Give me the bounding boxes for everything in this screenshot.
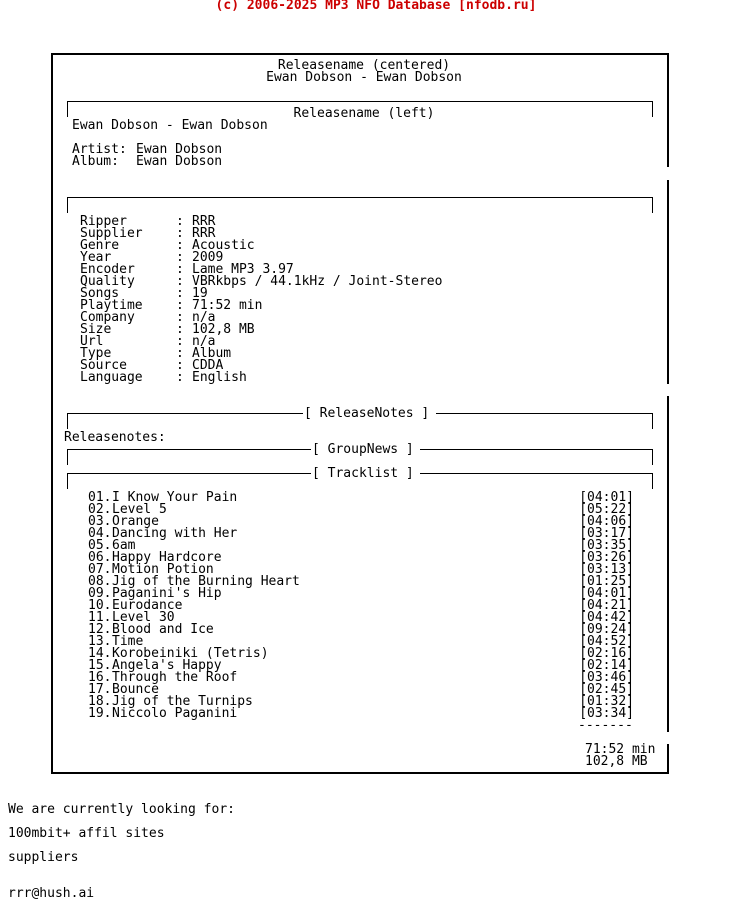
info-key: Year [80, 250, 112, 265]
info-value: English [192, 370, 247, 385]
info-section-rule [67, 197, 653, 198]
track-duration: [04:01] [579, 490, 634, 505]
tracklist-section-title: [ Tracklist ] [312, 466, 414, 481]
info-colon: : [176, 346, 184, 361]
info-colon: : [176, 286, 184, 301]
album-label: Album: [72, 154, 119, 169]
track-duration: [01:32] [579, 694, 634, 709]
info-key: Size [80, 322, 112, 337]
tracklist-rule-right [420, 473, 653, 474]
track-row [88, 528, 634, 540]
info-key: Songs [80, 286, 120, 301]
info-value: Lame MP3 3.97 [192, 262, 294, 277]
info-colon: : [176, 226, 184, 241]
info-key: Url [80, 334, 104, 349]
frame-right-border-2 [667, 180, 669, 384]
frame-top-border [51, 53, 669, 55]
info-key: Playtime [80, 298, 143, 313]
centered-title: Releasename (centered) [277, 58, 451, 73]
track-title: Orange [112, 514, 159, 529]
info-key: Supplier [80, 226, 143, 241]
track-title: Jig of the Burning Heart [112, 574, 300, 589]
track-number: 07. [88, 562, 112, 577]
looking-item-suppliers: suppliers [8, 850, 79, 865]
track-duration: [09:24] [579, 622, 634, 637]
track-number: 10. [88, 598, 112, 613]
left-release-name: Ewan Dobson - Ewan Dobson [72, 118, 268, 133]
tracklist-tick-r [652, 473, 653, 489]
track-number: 06. [88, 550, 112, 565]
left-section-rule [67, 101, 653, 102]
track-duration: [03:17] [579, 526, 634, 541]
track-number: 19. [88, 706, 112, 721]
frame-left-border [51, 53, 53, 774]
notes-rule-right [436, 413, 653, 414]
notes-section-title: [ ReleaseNotes ] [304, 406, 430, 421]
info-key: Company [80, 310, 135, 325]
track-duration: [03:34] [579, 706, 634, 721]
track-number: 16. [88, 670, 112, 685]
contact-email: rrr@hush.ai [8, 886, 95, 901]
news-tick-r [652, 449, 653, 465]
track-row [88, 672, 634, 684]
artist-value: Ewan Dobson [136, 142, 223, 157]
notes-tick-l [67, 413, 68, 429]
info-value: RRR [192, 214, 216, 229]
info-value: 19 [192, 286, 208, 301]
track-row [88, 504, 634, 516]
info-key: Genre [80, 238, 120, 253]
tracklist-rule-left [67, 473, 311, 474]
frame-right-border-3 [667, 396, 669, 732]
info-colon: : [176, 334, 184, 349]
info-value: Acoustic [192, 238, 255, 253]
news-rule-right [420, 449, 653, 450]
track-title: I Know Your Pain [112, 490, 238, 505]
track-row [88, 492, 634, 504]
info-section-tick-l [67, 197, 68, 213]
track-number: 03. [88, 514, 112, 529]
track-title: Angela's Happy [112, 658, 222, 673]
track-number: 08. [88, 574, 112, 589]
info-key: Language [80, 370, 143, 385]
track-title: Happy Hardcore [112, 550, 222, 565]
info-value: CDDA [192, 358, 224, 373]
track-title: Blood and Ice [112, 622, 214, 637]
track-duration: [03:46] [579, 670, 634, 685]
notes-tick-r [652, 413, 653, 429]
info-colon: : [176, 274, 184, 289]
track-number: 11. [88, 610, 112, 625]
info-value: Album [192, 346, 232, 361]
track-duration: [02:16] [579, 646, 634, 661]
track-row [88, 624, 634, 636]
track-title: Time [112, 634, 144, 649]
track-duration: [02:45] [579, 682, 634, 697]
track-title: Korobeiniki (Tetris) [112, 646, 269, 661]
totals-separator: ------- [578, 718, 633, 733]
track-duration: [03:13] [579, 562, 634, 577]
track-title: Niccolo Paganini [112, 706, 238, 721]
track-number: 15. [88, 658, 112, 673]
track-duration: [04:21] [579, 598, 634, 613]
info-colon: : [176, 250, 184, 265]
left-title: Releasename (left) [293, 106, 435, 121]
track-title: Jig of the Turnips [112, 694, 253, 709]
artist-label: Artist: [72, 142, 127, 157]
track-title: Motion Potion [112, 562, 214, 577]
info-colon: : [176, 214, 184, 229]
track-number: 14. [88, 646, 112, 661]
track-title: Level 5 [112, 502, 167, 517]
track-title: Through the Roof [112, 670, 238, 685]
track-duration: [04:01] [579, 586, 634, 601]
looking-for-text: We are currently looking for: [8, 802, 235, 817]
info-colon: : [176, 370, 184, 385]
info-value: 71:52 min [192, 298, 263, 313]
news-section-title: [ GroupNews ] [312, 442, 414, 457]
track-number: 04. [88, 526, 112, 541]
track-duration: [01:25] [579, 574, 634, 589]
track-title: Level 30 [112, 610, 175, 625]
track-number: 17. [88, 682, 112, 697]
track-title: Dancing with Her [112, 526, 238, 541]
looking-item-affil: 100mbit+ affil sites [8, 826, 165, 841]
info-colon: : [176, 298, 184, 313]
info-value: VBRkbps / 44.1kHz / Joint-Stereo [192, 274, 443, 289]
album-value: Ewan Dobson [136, 154, 223, 169]
info-value: n/a [192, 310, 216, 325]
info-key: Type [80, 346, 112, 361]
track-title: Bounce [112, 682, 159, 697]
info-key: Source [80, 358, 127, 373]
track-duration: [03:26] [579, 550, 634, 565]
track-number: 12. [88, 622, 112, 637]
tracklist-tick-l [67, 473, 68, 489]
frame-bottom-border [51, 772, 669, 774]
info-colon: : [176, 322, 184, 337]
track-number: 05. [88, 538, 112, 553]
info-colon: : [176, 262, 184, 277]
track-number: 02. [88, 502, 112, 517]
total-size: 102,8 MB [585, 754, 648, 769]
track-number: 13. [88, 634, 112, 649]
centered-release-name: Ewan Dobson - Ewan Dobson [266, 70, 462, 85]
track-number: 18. [88, 694, 112, 709]
track-number: 09. [88, 586, 112, 601]
track-duration: [05:22] [579, 502, 634, 517]
info-value: RRR [192, 226, 216, 241]
info-section-tick-r [652, 197, 653, 213]
track-duration: [04:42] [579, 610, 634, 625]
frame-right-border-4 [667, 744, 669, 774]
info-colon: : [176, 310, 184, 325]
info-key: Quality [80, 274, 135, 289]
site-header: (c) 2006-2025 MP3 NFO Database [nfodb.ru] [215, 0, 537, 13]
info-key: Encoder [80, 262, 135, 277]
notes-rule-left [67, 413, 303, 414]
track-duration: [04:06] [579, 514, 634, 529]
news-rule-left [67, 449, 311, 450]
track-duration: [03:35] [579, 538, 634, 553]
track-number: 01. [88, 490, 112, 505]
track-title: 6am [112, 538, 136, 553]
info-colon: : [176, 358, 184, 373]
total-playtime: 71:52 min [585, 742, 656, 757]
releasenotes-label: Releasenotes: [64, 430, 166, 445]
info-key: Ripper [80, 214, 127, 229]
track-row [88, 708, 634, 720]
info-value: 2009 [192, 250, 224, 265]
track-title: Eurodance [112, 598, 183, 613]
track-title: Paganini's Hip [112, 586, 222, 601]
info-value: n/a [192, 334, 216, 349]
track-duration: [02:14] [579, 658, 634, 673]
news-tick-l [67, 449, 68, 465]
info-colon: : [176, 238, 184, 253]
info-value: 102,8 MB [192, 322, 255, 337]
track-duration: [04:52] [579, 634, 634, 649]
